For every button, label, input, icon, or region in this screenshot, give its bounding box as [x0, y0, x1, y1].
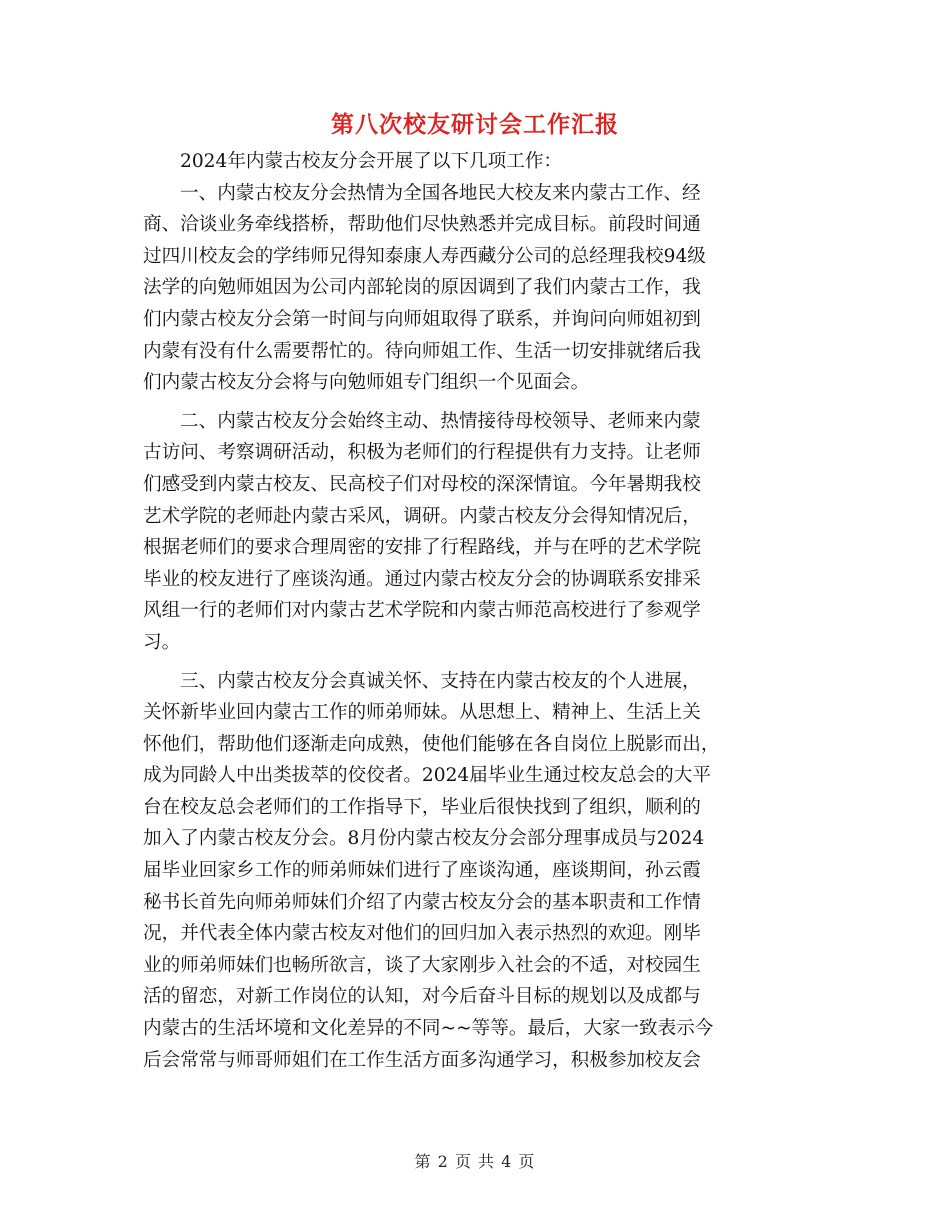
- paragraph-line: 商、洽谈业务牵线搭桥，帮助他们尽快熟悉并完成目标。前段时间通: [143, 214, 701, 236]
- paragraph-line: 况，并代表全体内蒙古校友对他们的回归加入表示热烈的欢迎。刚毕: [143, 923, 701, 945]
- paragraph-line: 关怀新毕业回内蒙古工作的师弟师妹。从思想上、精神上、生活上关: [143, 702, 701, 724]
- paragraph-line: 们内蒙古校友分会第一时间与向师姐取得了联系，并询问向师姐初到: [143, 308, 701, 330]
- paragraph-line: 毕业的校友进行了座谈沟通。通过内蒙古校友分会的协调联系安排采: [143, 568, 701, 590]
- paragraph-line: 古访问、考察调研活动，积极为老师们的行程提供有力支持。让老师: [143, 442, 701, 464]
- paragraph-3: [143, 666, 799, 1077]
- paragraph-line: 秘书长首先向师弟师妹们介绍了内蒙古校友分会的基本职责和工作情: [143, 891, 701, 913]
- paragraph-line: 过四川校友会的学纬师兄得知泰康人寿西藏分公司的总经理我校94级: [143, 245, 706, 267]
- paragraph-line: 内蒙有没有什么需要帮忙的。待向师姐工作、生活一切安排就绪后我: [143, 340, 701, 362]
- paragraph-line: 艺术学院的老师赴内蒙古采风，调研。内蒙古校友分会得知情况后，: [143, 505, 701, 527]
- paragraph-line: 根据老师们的要求合理周密的安排了行程路线，并与在呼的艺术学院: [143, 537, 701, 559]
- paragraph-line: 后会常常与师哥师姐们在工作生活方面多沟通学习，积极参加校友会: [143, 1049, 701, 1071]
- paragraph-line: 台在校友总会老师们的工作指导下，毕业后很快找到了组织，顺利的: [143, 796, 701, 818]
- paragraph-line: 们感受到内蒙古校友、民高校子们对母校的深深情谊。今年暑期我校: [143, 473, 701, 495]
- paragraph-line: 三、内蒙古校友分会真诚关怀、支持在内蒙古校友的个人进展，: [180, 670, 701, 692]
- paragraph-line: 内蒙古的生活坏境和文化差异的不同~~等等。最后，大家一致表示今: [143, 1018, 714, 1040]
- paragraph-line: 成为同龄人中出类拔萃的佼佼者。2024届毕业生通过校友总会的大平: [143, 765, 711, 787]
- paragraph-line: 二、内蒙古校友分会始终主动、热情接待母校领导、老师来内蒙: [180, 410, 701, 432]
- paragraph-2: [143, 406, 799, 659]
- paragraph-spacer: [143, 659, 799, 666]
- intro-line: 2024年内蒙古校友分会开展了以下几项工作：: [180, 151, 563, 172]
- paragraph-line: 法学的向勉师姐因为公司内部轮岗的原因调到了我们内蒙古工作，我: [143, 277, 701, 299]
- paragraph-line: 加入了内蒙古校友分会。8月份内蒙古校友分会部分理事成员与2024: [143, 828, 705, 850]
- paragraph-spacer: [143, 399, 799, 406]
- paragraph-line: 一、内蒙古校友分会热情为全国各地民大校友来内蒙古工作、经: [180, 182, 701, 204]
- paragraph-line: 业的师弟师妹们也畅所欲言，谈了大家刚步入社会的不适，对校园生: [143, 954, 701, 976]
- paragraph-line: 们内蒙古校友分会将与向勉师姐专门组织一个见面会。: [143, 372, 590, 394]
- paragraph-1: [143, 178, 799, 399]
- document-title: 第八次校友研讨会工作汇报: [331, 111, 619, 138]
- page-number-footer: 第 2 页 共 4 页: [414, 1152, 536, 1171]
- document-body: [143, 146, 799, 1076]
- paragraph-line: 届毕业回家乡工作的师弟师妹们进行了座谈沟通，座谈期间，孙云霞: [143, 860, 701, 882]
- paragraph-line: 活的留恋，对新工作岗位的认知，对今后奋斗目标的规划以及成都与: [143, 986, 701, 1008]
- paragraph-line: 怀他们，帮助他们逐渐走向成熟，使他们能够在各自岗位上脱影而出，: [143, 733, 720, 755]
- paragraph-line: 风组一行的老师们对内蒙古艺术学院和内蒙古师范高校进行了参观学: [143, 600, 701, 622]
- paragraph-line: 习。: [143, 631, 181, 653]
